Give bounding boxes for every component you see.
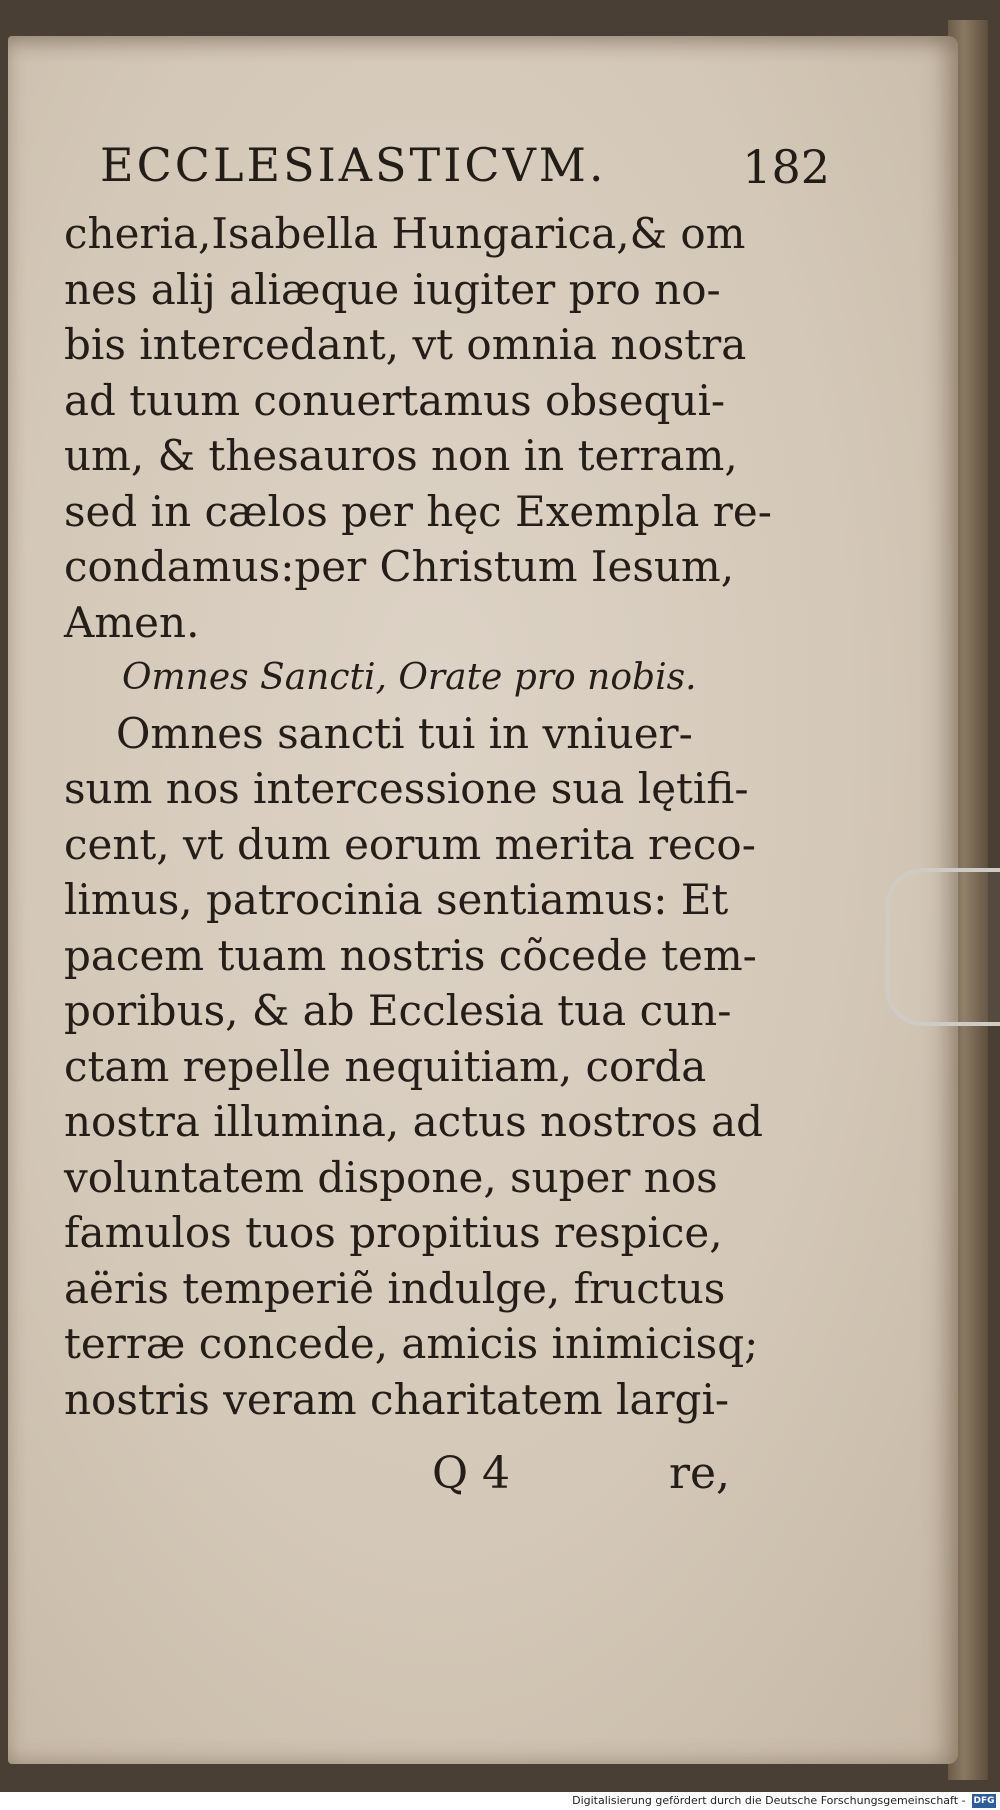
rubric-line: Omnes Sancti, Orate pro nobis. — [122, 657, 697, 698]
text-line: condamus:per Christum Iesum, — [64, 542, 735, 591]
text-line: nostris veram charitatem largi- — [64, 1374, 730, 1424]
text-line: voluntatem dispone, super nos — [64, 1152, 718, 1202]
signature-mark: Q 4 — [432, 1448, 511, 1499]
page-header — [100, 138, 830, 198]
text-line: terræ concede, amicis inimicisq; — [64, 1319, 759, 1368]
page-clip — [885, 868, 1000, 1026]
text-line: poribus, & ab Ecclesia tua cun- — [64, 986, 732, 1035]
page-number: 182 — [742, 140, 830, 194]
text-line: limus, patrocinia sentiamus: Et — [64, 875, 729, 924]
text-line: sed in cælos per hęc Exempla re- — [64, 486, 772, 536]
text-line: Amen. — [64, 597, 200, 647]
text-line: famulos tuos propitius respice, — [64, 1208, 723, 1257]
text-line: cheria,Isabella Hungarica,& om — [64, 209, 746, 258]
body-text — [64, 206, 772, 1427]
text-line: sum nos intercessione sua lętifi- — [64, 764, 749, 813]
text-line: ctam repelle nequitiam, corda — [64, 1041, 707, 1091]
text-line: pacem tuam nostris cõcede tem- — [64, 930, 757, 980]
digitization-credit — [0, 1792, 1000, 1810]
text-line: cent, vt dum eorum merita reco- — [64, 819, 756, 869]
running-head: ECCLESIASTICVM. — [100, 138, 607, 192]
credit-text: Digitalisierung gefördert durch die Deutsche Forschungsgemeinschaft - — [572, 1794, 966, 1807]
text-line: um, & thesauros non in terram, — [64, 431, 738, 480]
catchword: re, — [668, 1448, 730, 1499]
dfg-logo-icon: DFG — [973, 1796, 995, 1806]
page-footer — [420, 1448, 730, 1508]
text-line: ad tuum conuertamus obsequi- — [64, 375, 726, 425]
text-line: nes alij aliæque iugiter pro no- — [64, 264, 721, 314]
text-line: nostra illumina, actus nostros ad — [64, 1097, 763, 1146]
text-line: aëris temperiẽ indulge, fructus — [64, 1263, 726, 1313]
text-line: Omnes sancti tui in vniuer- — [116, 708, 693, 758]
text-line: bis intercedant, vt omnia nostra — [64, 320, 747, 369]
